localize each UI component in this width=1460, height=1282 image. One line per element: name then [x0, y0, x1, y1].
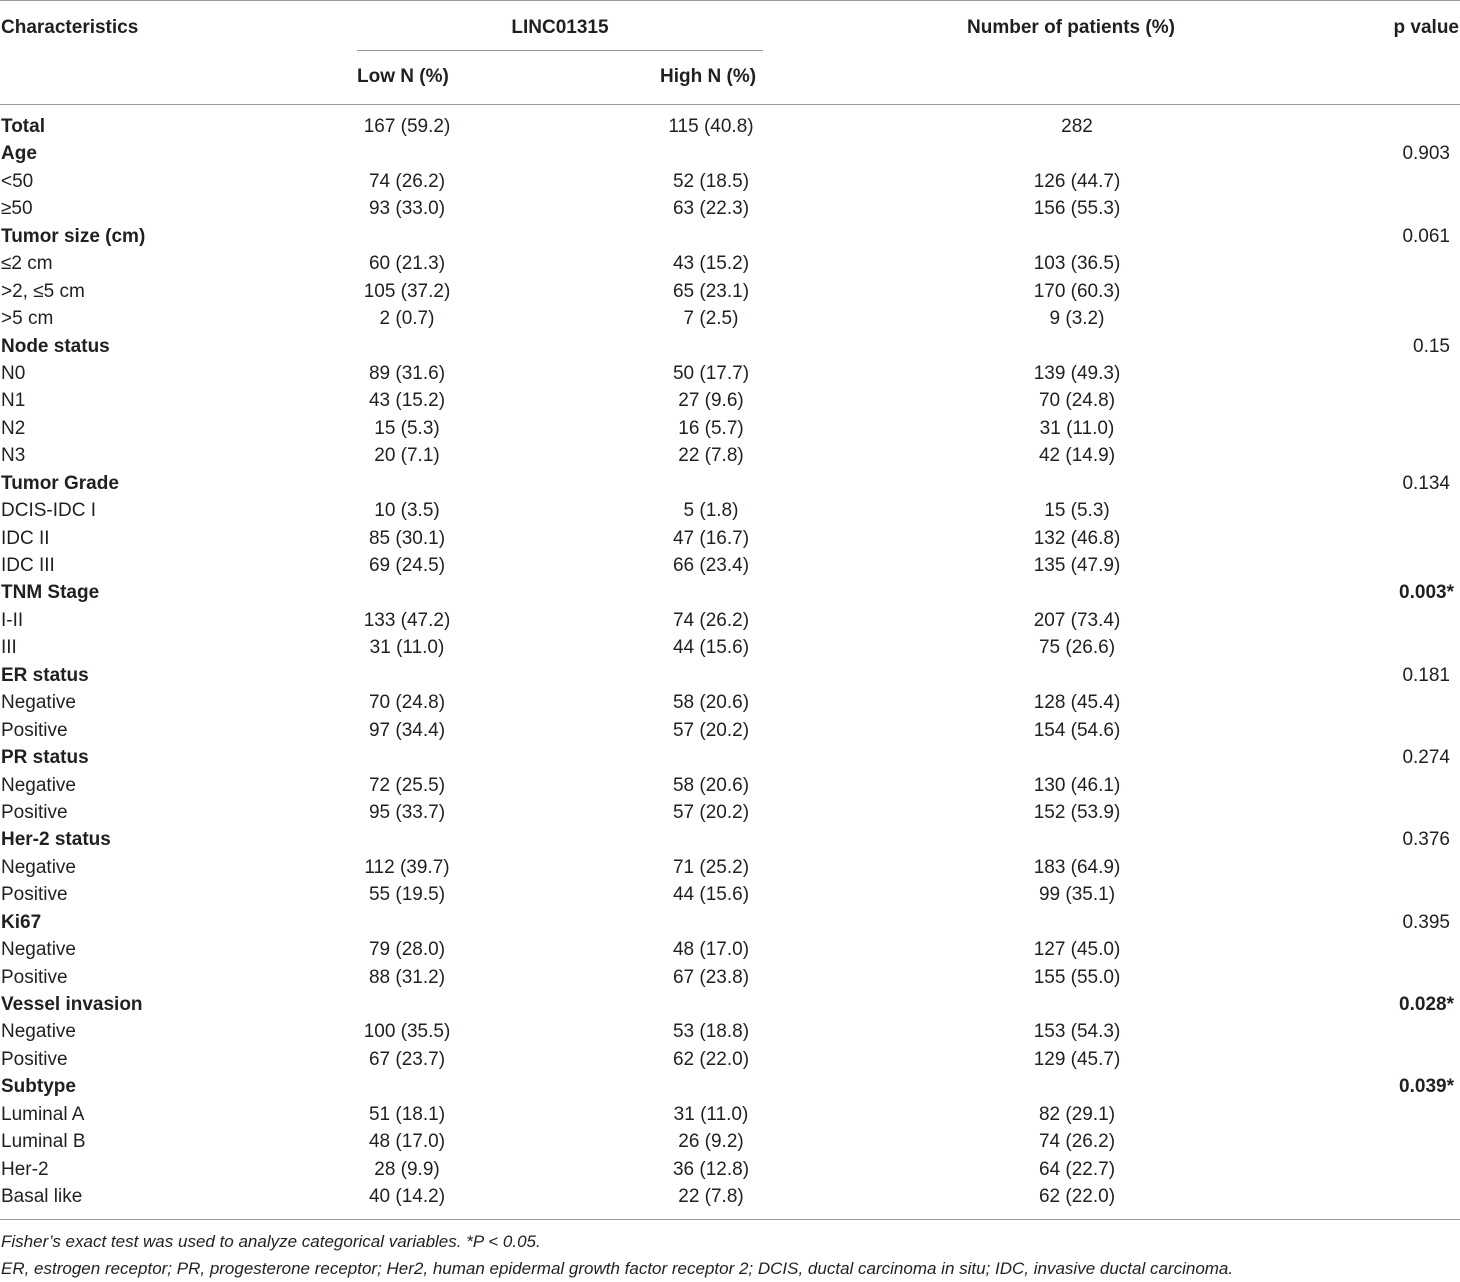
header-pvalue: p value [1393, 17, 1459, 38]
low-value: 40 (14.2) [368, 1186, 446, 1208]
header-patients: Number of patients (%) [967, 17, 1175, 38]
category-row [0, 991, 1460, 1018]
low-value: 2 (0.7) [379, 308, 435, 330]
high-value: 48 (17.0) [672, 939, 750, 961]
high-value: 65 (23.1) [672, 280, 750, 302]
patients-value: 42 (14.9) [1038, 445, 1116, 467]
patients-value: 207 (73.4) [1033, 609, 1121, 631]
table-row [0, 168, 1460, 195]
low-value: 10 (3.5) [374, 500, 440, 522]
table-row [0, 799, 1460, 826]
low-value: 133 (47.2) [363, 609, 451, 631]
patients-value: 153 (54.3) [1033, 1021, 1121, 1043]
footnote-line-2: ER, estrogen receptor; PR, progesterone receptor; Her2, human epidermal growth factor receptor 2; DCIS, ductal carcinoma in situ; IDC, invasive ductal carcinoma. [1, 1258, 1234, 1278]
row-label: N0 [1, 362, 26, 384]
table-row [0, 854, 1460, 881]
header-characteristics: Characteristics [1, 17, 139, 38]
low-value: 88 (31.2) [368, 966, 446, 988]
patients-value: 99 (35.1) [1038, 884, 1116, 906]
row-label: >2, ≤5 cm [1, 280, 85, 302]
table-row [0, 497, 1460, 524]
category-row [0, 140, 1460, 167]
patients-value: 70 (24.8) [1038, 390, 1116, 412]
row-label: TNM Stage [1, 582, 100, 604]
table-row [0, 936, 1460, 963]
row-label: N1 [1, 390, 26, 412]
high-value: 7 (2.5) [683, 308, 739, 330]
p-value: 0.274 [1402, 747, 1450, 769]
low-value: 28 (9.9) [374, 1158, 440, 1180]
low-value: 100 (35.5) [363, 1021, 451, 1043]
row-label: Node status [1, 335, 110, 357]
row-label: PR status [1, 747, 89, 769]
low-value: 105 (37.2) [363, 280, 451, 302]
table-row [0, 689, 1460, 716]
p-value: 0.376 [1402, 829, 1450, 851]
category-row [0, 744, 1460, 771]
p-value: 0.003* [1399, 582, 1454, 604]
high-value: 67 (23.8) [672, 966, 750, 988]
high-value: 43 (15.2) [672, 253, 750, 275]
row-label: N3 [1, 445, 26, 467]
patients-value: 74 (26.2) [1038, 1131, 1116, 1153]
row-label: <50 [1, 170, 34, 192]
patients-value: 103 (36.5) [1033, 253, 1121, 275]
category-row [0, 1073, 1460, 1100]
high-value: 26 (9.2) [678, 1131, 744, 1153]
high-value: 74 (26.2) [672, 609, 750, 631]
low-value: 72 (25.5) [368, 774, 446, 796]
patients-value: 127 (45.0) [1033, 939, 1121, 961]
low-value: 43 (15.2) [368, 390, 446, 412]
row-label: Positive [1, 719, 68, 741]
table-row [0, 1046, 1460, 1073]
high-value: 115 (40.8) [668, 116, 754, 137]
high-value: 22 (7.8) [678, 1186, 744, 1208]
low-value: 74 (26.2) [368, 170, 446, 192]
row-label: ≥50 [1, 198, 33, 220]
patients-value: 129 (45.7) [1033, 1048, 1121, 1070]
table-row [0, 552, 1460, 579]
p-value: 0.181 [1402, 664, 1450, 686]
row-label: I-II [1, 609, 24, 631]
row-label: Total [1, 116, 45, 137]
table-row [0, 1183, 1460, 1210]
patients-value: 82 (29.1) [1038, 1103, 1116, 1125]
high-value: 22 (7.8) [678, 445, 744, 467]
table-row [0, 415, 1460, 442]
row-label: Positive [1, 1048, 68, 1070]
high-value: 16 (5.7) [678, 417, 744, 439]
table-row [0, 717, 1460, 744]
patients-value: 75 (26.6) [1038, 637, 1116, 659]
low-value: 167 (59.2) [363, 116, 451, 137]
high-value: 44 (15.6) [672, 884, 750, 906]
row-label: IDC III [1, 555, 55, 576]
table-row [0, 305, 1460, 332]
row-label: Her-2 status [1, 829, 111, 851]
table-row [0, 278, 1460, 305]
high-value: 44 (15.6) [672, 637, 750, 659]
high-value: 66 (23.4) [672, 555, 750, 576]
row-label: Vessel invasion [1, 994, 143, 1015]
table-row [0, 1156, 1460, 1183]
patients-value: 282 [1061, 116, 1093, 137]
high-value: 57 (20.2) [672, 719, 750, 741]
header-group-linc01315: LINC01315 [511, 17, 609, 38]
low-value: 85 (30.1) [368, 527, 446, 549]
category-row [0, 909, 1460, 936]
table-row [0, 525, 1460, 552]
p-value: 0.061 [1402, 225, 1450, 247]
high-value: 63 (22.3) [672, 198, 750, 220]
table-row [0, 964, 1460, 991]
table-row [0, 360, 1460, 387]
patients-value: 135 (47.9) [1033, 555, 1121, 576]
table-row [0, 634, 1460, 661]
patients-value: 154 (54.6) [1033, 719, 1121, 741]
row-label: >5 cm [1, 308, 54, 330]
high-value: 27 (9.6) [678, 390, 744, 412]
low-value: 15 (5.3) [374, 417, 440, 439]
table-row [0, 442, 1460, 469]
low-value: 67 (23.7) [368, 1048, 446, 1070]
high-value: 58 (20.6) [672, 774, 750, 796]
patients-value: 139 (49.3) [1033, 362, 1121, 384]
row-label: Luminal B [1, 1131, 86, 1153]
low-value: 97 (34.4) [368, 719, 446, 741]
low-value: 60 (21.3) [368, 253, 446, 275]
category-row [0, 662, 1460, 689]
patients-value: 152 (53.9) [1033, 801, 1121, 823]
table-row [0, 881, 1460, 908]
header-high: High N (%) [660, 66, 757, 87]
low-value: 31 (11.0) [369, 637, 445, 659]
low-value: 89 (31.6) [368, 362, 446, 384]
footnote-line-1: Fisher’s exact test was used to analyze categorical variables. *P < 0.05. [1, 1231, 541, 1251]
row-label: Negative [1, 774, 76, 796]
patients-value: 31 (11.0) [1039, 417, 1115, 439]
patients-value: 15 (5.3) [1044, 500, 1110, 522]
patients-value: 156 (55.3) [1033, 198, 1121, 220]
table-row [0, 772, 1460, 799]
table-row [0, 250, 1460, 277]
p-value: 0.903 [1402, 143, 1450, 165]
patients-value: 64 (22.7) [1038, 1158, 1116, 1180]
row-label: DCIS-IDC I [1, 500, 96, 522]
table-row [0, 1101, 1460, 1128]
patients-value: 9 (3.2) [1049, 308, 1105, 330]
row-label: Positive [1, 884, 68, 906]
low-value: 93 (33.0) [368, 198, 446, 220]
high-value: 58 (20.6) [672, 692, 750, 714]
category-row [0, 826, 1460, 853]
row-label: IDC II [1, 527, 50, 549]
group-underline [357, 50, 763, 51]
category-row [0, 113, 1460, 140]
low-value: 70 (24.8) [368, 692, 446, 714]
low-value: 95 (33.7) [368, 801, 446, 823]
header-low: Low N (%) [357, 66, 449, 87]
p-value: 0.134 [1402, 472, 1450, 494]
high-value: 71 (25.2) [672, 856, 750, 878]
category-row [0, 333, 1460, 360]
row-label: Tumor size (cm) [1, 225, 146, 247]
row-label: Negative [1, 692, 76, 714]
row-label: Negative [1, 939, 76, 961]
patients-value: 130 (46.1) [1033, 774, 1121, 796]
row-label: III [1, 637, 17, 659]
patients-value: 126 (44.7) [1033, 170, 1121, 192]
low-value: 55 (19.5) [368, 884, 446, 906]
row-label: Subtype [1, 1076, 76, 1098]
patients-value: 183 (64.9) [1033, 856, 1121, 878]
low-value: 112 (39.7) [364, 856, 450, 878]
patients-value: 155 (55.0) [1033, 966, 1121, 988]
p-value: 0.395 [1402, 911, 1450, 933]
high-value: 5 (1.8) [683, 500, 739, 522]
row-label: Her-2 [1, 1158, 49, 1180]
high-value: 36 (12.8) [672, 1158, 750, 1180]
row-label: ≤2 cm [1, 253, 53, 275]
category-row [0, 579, 1460, 606]
patients-value: 132 (46.8) [1033, 527, 1121, 549]
low-value: 69 (24.5) [368, 555, 446, 576]
row-label: Tumor Grade [1, 472, 119, 494]
low-value: 51 (18.1) [368, 1103, 446, 1125]
footnotes [0, 1220, 1460, 1282]
high-value: 62 (22.0) [672, 1048, 750, 1070]
patients-value: 62 (22.0) [1038, 1186, 1116, 1208]
table-row [0, 607, 1460, 634]
table-body [0, 105, 1460, 1211]
p-value: 0.15 [1413, 335, 1450, 357]
row-label: Negative [1, 1021, 76, 1043]
high-value: 57 (20.2) [672, 801, 750, 823]
table-row [0, 1128, 1460, 1155]
high-value: 47 (16.7) [672, 527, 750, 549]
row-label: Luminal A [1, 1103, 85, 1125]
row-label: Negative [1, 856, 76, 878]
row-label: Ki67 [1, 911, 42, 933]
low-value: 20 (7.1) [374, 445, 440, 467]
low-value: 79 (28.0) [368, 939, 446, 961]
low-value: 48 (17.0) [368, 1131, 446, 1153]
p-value: 0.039* [1399, 1076, 1454, 1098]
patients-value: 128 (45.4) [1033, 692, 1121, 714]
high-value: 31 (11.0) [673, 1103, 749, 1125]
row-label: N2 [1, 417, 26, 439]
p-value: 0.028* [1399, 994, 1454, 1015]
category-row [0, 223, 1460, 250]
row-label: Positive [1, 966, 68, 988]
table-header [0, 0, 1460, 104]
table-row [0, 195, 1460, 222]
row-label: Positive [1, 801, 68, 823]
row-label: ER status [1, 664, 89, 686]
row-label: Basal like [1, 1186, 83, 1208]
high-value: 53 (18.8) [672, 1021, 750, 1043]
patients-value: 170 (60.3) [1033, 280, 1121, 302]
category-row [0, 470, 1460, 497]
high-value: 50 (17.7) [672, 362, 750, 384]
high-value: 52 (18.5) [672, 170, 750, 192]
table-row [0, 1018, 1460, 1045]
row-label: Age [1, 143, 37, 165]
table-row [0, 387, 1460, 414]
